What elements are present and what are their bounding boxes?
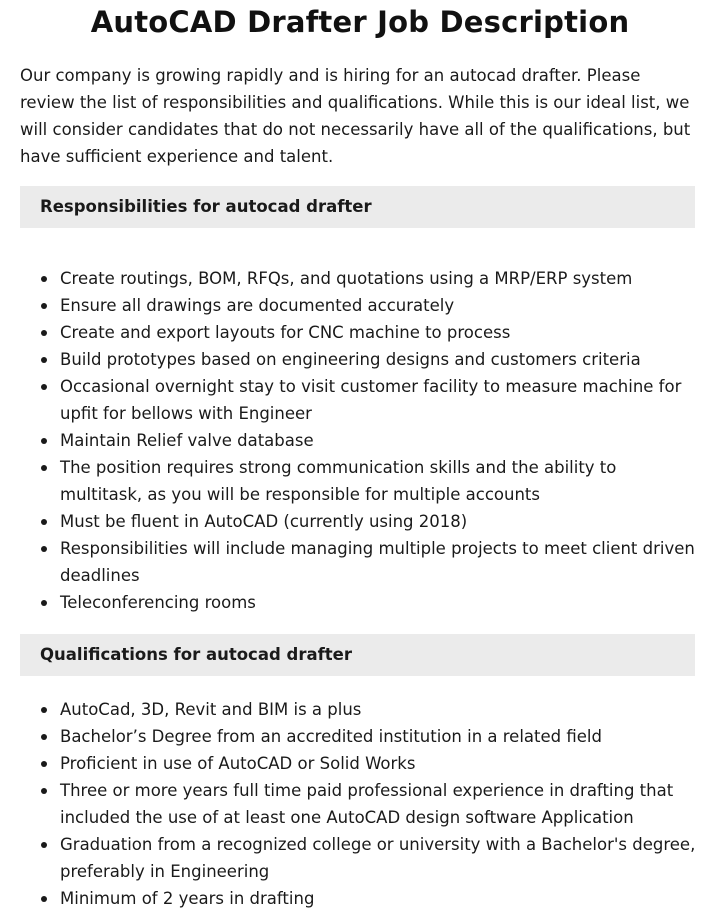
qualifications-list [20,696,700,912]
list-item [20,535,700,589]
list-item-text: The position requires strong communication skills and the ability to multitask, as you will be responsible for multiple accounts [60,458,617,504]
bullet-icon [41,384,47,390]
bullet-icon [41,519,47,525]
intro-paragraph: Our company is growing rapidly and is hiring for an autocad drafter. Please review the list of responsibilities and qualifications. While this is our ideal list, we will consider candidates that do not necessarily have all of the qualifications, but have sufficient experience and talent. [20,66,691,166]
list-item-text: Create routings, BOM, RFQs, and quotations using a MRP/ERP system [60,269,633,288]
bullet-icon [41,357,47,363]
list-item-text: Three or more years full time paid professional experience in drafting that included the use of at least one AutoCAD design software Application [60,781,674,827]
list-item [20,777,700,831]
list-item [20,319,700,346]
responsibilities-list [20,265,700,616]
bullet-icon [41,761,47,767]
list-item-text: Ensure all drawings are documented accurately [60,296,455,315]
list-item [20,292,700,319]
list-item [20,831,700,885]
bullet-icon [41,788,47,794]
list-item-text: Minimum of 2 years in drafting [60,889,315,908]
list-item [20,696,700,723]
bullet-icon [41,330,47,336]
list-item-text: Proficient in use of AutoCAD or Solid Works [60,754,416,773]
bullet-icon [41,546,47,552]
page-title: AutoCAD Drafter Job Description [90,5,630,39]
bullet-icon [41,707,47,713]
list-item-text: Occasional overnight stay to visit customer facility to measure machine for upfit for bellows with Engineer [60,377,682,423]
bullet-icon [41,276,47,282]
list-item-text: Build prototypes based on engineering designs and customers criteria [60,350,641,369]
list-item [20,589,700,616]
list-item [20,454,700,508]
list-item-text: Responsibilities will include managing multiple projects to meet client driven deadlines [60,539,695,585]
list-item [20,508,700,535]
list-item-text: Bachelor’s Degree from an accredited institution in a related field [60,727,602,746]
list-item [20,346,700,373]
list-item-text: Create and export layouts for CNC machine to process [60,323,511,342]
list-item [20,885,700,912]
list-item [20,265,700,292]
bullet-icon [41,734,47,740]
list-item-text: Maintain Relief valve database [60,431,314,450]
list-item [20,373,700,427]
list-item [20,750,700,777]
list-item-text: Must be fluent in AutoCAD (currently using 2018) [60,512,468,531]
list-item-text: AutoCad, 3D, Revit and BIM is a plus [60,700,362,719]
bullet-icon [41,600,47,606]
list-item [20,427,700,454]
list-item-text: Graduation from a recognized college or university with a Bachelor's degree, preferably in Engineering [60,835,696,881]
list-item [20,723,700,750]
responsibilities-header: Responsibilities for autocad drafter [20,186,695,228]
bullet-icon [41,842,47,848]
bullet-icon [41,438,47,444]
qualifications-header: Qualifications for autocad drafter [20,634,695,676]
bullet-icon [41,896,47,902]
bullet-icon [41,465,47,471]
list-item-text: Teleconferencing rooms [60,593,256,612]
bullet-icon [41,303,47,309]
